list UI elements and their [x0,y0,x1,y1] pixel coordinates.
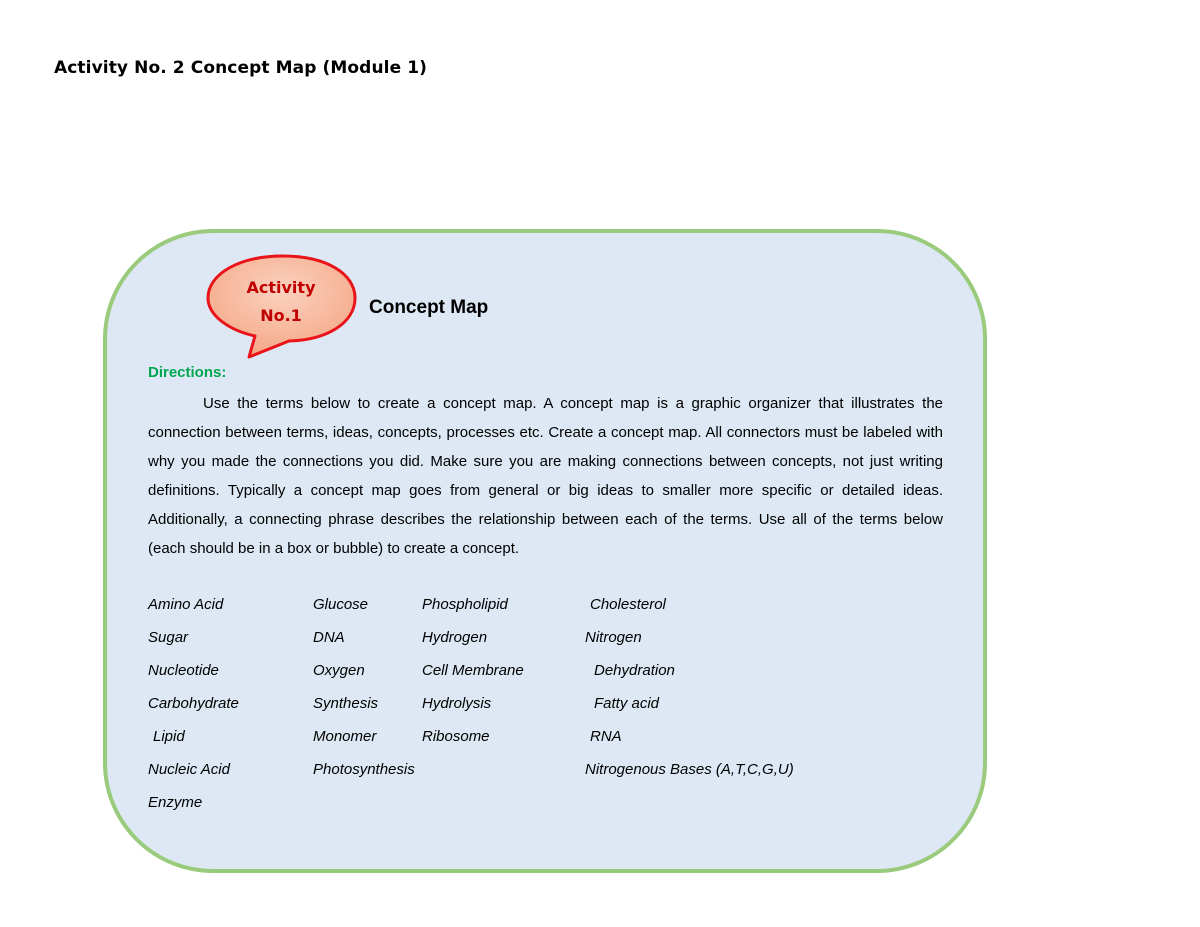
term-item: Glucose [313,596,369,613]
term-item: Oxygen [313,662,365,679]
term-item: Nucleotide [148,662,219,679]
term-item: Carbohydrate [148,695,239,712]
term-item: Nitrogenous Bases (A,T,C,G,U) [585,761,794,778]
term-item: Photosynthesis [313,761,415,778]
activity-speech-bubble [203,250,363,362]
term-item: DNA [313,629,345,646]
term-item: Dehydration [594,662,675,679]
term-item: Lipid [153,728,185,745]
term-item: Monomer [313,728,377,745]
term-item: Synthesis [313,695,379,712]
term-item: Ribosome [422,728,490,745]
term-item: Phospholipid [422,596,508,613]
term-item: Hydrolysis [422,695,492,712]
term-item: Sugar [148,629,189,646]
term-item: Hydrogen [422,629,488,646]
term-item: Enzyme [148,794,203,811]
term-item: Cholesterol [590,596,666,613]
directions-paragraph: Use the terms below to create a concept map. A concept map is a graphic organizer that illustrates the connection between terms, ideas, concepts, processes etc. Create a concept map. All connectors must be labeled with why you made the connections you did. Make sure you are making connections between concepts, not just writing definitions. Typically a concept map goes from general or big ideas to smaller more specific or detailed ideas. Additionally, a connecting phrase describes the relationship between each of the terms. Use all of the terms below (each should be in a box or bubble) to create a concept. [148,395,943,557]
activity-badge-text [205,274,357,330]
directions-label: Directions: [148,364,227,381]
terms-list [148,590,868,820]
activity-badge-line1: Activity [246,278,316,297]
term-item: RNA [590,728,622,745]
term-item: Amino Acid [148,596,224,613]
term-item: Fatty acid [594,695,660,712]
term-item: Cell Membrane [422,662,524,679]
term-item: Nucleic Acid [148,761,230,778]
activity-badge-line2: No.1 [260,306,302,325]
card-title: Concept Map [369,297,489,318]
term-item: Nitrogen [585,629,642,646]
page-heading: Activity No. 2 Concept Map (Module 1) [54,58,428,78]
